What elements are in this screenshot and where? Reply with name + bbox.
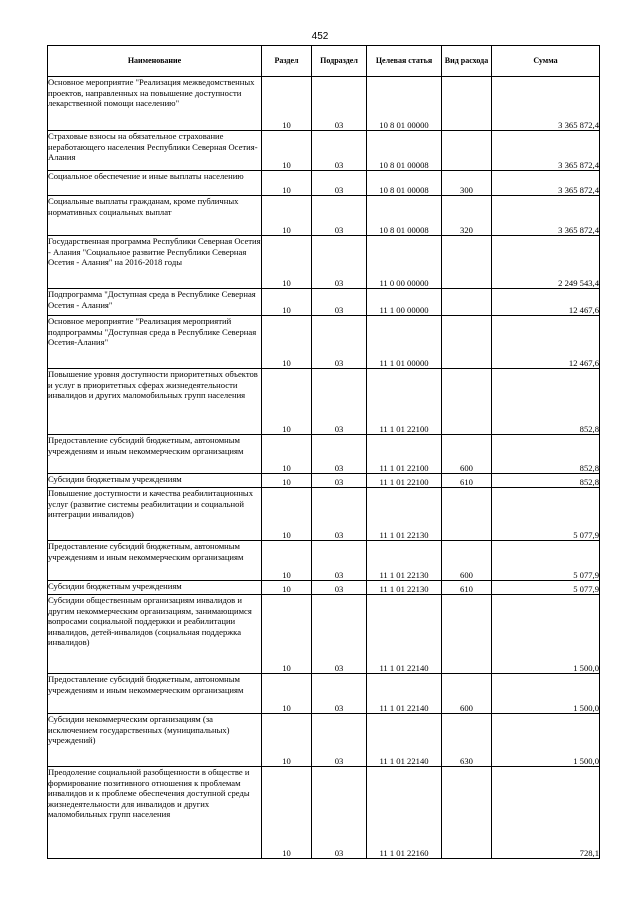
table-row	[48, 474, 600, 488]
row-section: 10	[262, 171, 312, 196]
row-expense	[442, 289, 492, 316]
row-name: Подпрограмма "Доступная среда в Республике Северная Осетия - Алания"	[48, 289, 262, 316]
row-name: Основное мероприятие "Реализация мероприятий подпрограммы "Доступная среда в Республике Северная Осетия-Алания"	[48, 316, 262, 369]
header-section: Раздел	[262, 46, 312, 77]
row-subsection: 03	[312, 595, 367, 674]
table-row	[48, 131, 600, 171]
row-section: 10	[262, 595, 312, 674]
row-sum: 5 077,9	[492, 541, 600, 581]
table-row	[48, 289, 600, 316]
row-subsection: 03	[312, 474, 367, 488]
row-sum: 3 365 872,4	[492, 196, 600, 236]
header-subsection: Подраздел	[312, 46, 367, 77]
row-target: 10 8 01 00008	[367, 131, 442, 171]
row-sum: 12 467,6	[492, 289, 600, 316]
row-expense: 610	[442, 581, 492, 595]
row-target: 11 1 01 22140	[367, 595, 442, 674]
table-row	[48, 581, 600, 595]
row-expense: 600	[442, 541, 492, 581]
row-section: 10	[262, 435, 312, 474]
row-name: Преодоление социальной разобщенности в обществе и формирование позитивного отношения к проблемам инвалидов и к проблеме обеспечения доступной среды жизнедеятельности для инвалидов и других маломобильных групп населения	[48, 767, 262, 859]
row-name: Повышение уровня доступности приоритетных объектов и услуг в приоритетных сферах жизнедеятельности инвалидов и других маломобильных групп населения	[48, 369, 262, 435]
row-name: Субсидии бюджетным учреждениям	[48, 474, 262, 488]
row-sum: 1 500,0	[492, 595, 600, 674]
row-subsection: 03	[312, 316, 367, 369]
row-subsection: 03	[312, 767, 367, 859]
header-sum: Сумма	[492, 46, 600, 77]
row-section: 10	[262, 541, 312, 581]
row-expense: 600	[442, 674, 492, 714]
row-section: 10	[262, 196, 312, 236]
row-sum: 3 365 872,4	[492, 131, 600, 171]
table-row	[48, 236, 600, 289]
header-name: Наименование	[48, 46, 262, 77]
row-sum: 5 077,9	[492, 581, 600, 595]
row-subsection: 03	[312, 581, 367, 595]
row-expense	[442, 488, 492, 541]
row-name: Субсидии бюджетным учреждениям	[48, 581, 262, 595]
row-sum: 1 500,0	[492, 714, 600, 767]
row-target: 11 1 01 22140	[367, 674, 442, 714]
table-row	[48, 714, 600, 767]
row-expense: 610	[442, 474, 492, 488]
row-expense: 320	[442, 196, 492, 236]
row-subsection: 03	[312, 369, 367, 435]
table-header-row	[48, 46, 600, 77]
row-section: 10	[262, 77, 312, 131]
row-expense	[442, 767, 492, 859]
row-sum: 3 365 872,4	[492, 171, 600, 196]
row-target: 11 1 01 22100	[367, 369, 442, 435]
row-sum: 2 249 543,4	[492, 236, 600, 289]
row-subsection: 03	[312, 714, 367, 767]
row-target: 10 8 01 00008	[367, 196, 442, 236]
row-name: Предоставление субсидий бюджетным, автономным учреждениям и иным некоммерческим организациям	[48, 541, 262, 581]
row-sum: 5 077,9	[492, 488, 600, 541]
row-name: Субсидии общественным организациям инвалидов и другим некоммерческим организациям, занимающимся вопросами социальной поддержки и реабилитации инвалидов, детей-инвалидов (социальная поддержка инвалидов)	[48, 595, 262, 674]
row-expense	[442, 595, 492, 674]
row-name: Социальное обеспечение и иные выплаты населению	[48, 171, 262, 196]
row-expense	[442, 316, 492, 369]
table-row	[48, 595, 600, 674]
row-expense	[442, 77, 492, 131]
row-section: 10	[262, 674, 312, 714]
row-target: 11 1 00 00000	[367, 289, 442, 316]
table-row	[48, 767, 600, 859]
row-subsection: 03	[312, 435, 367, 474]
row-subsection: 03	[312, 488, 367, 541]
row-section: 10	[262, 369, 312, 435]
row-target: 11 1 01 22140	[367, 714, 442, 767]
row-target: 11 1 01 22100	[367, 435, 442, 474]
row-expense: 300	[442, 171, 492, 196]
row-expense	[442, 369, 492, 435]
row-sum: 12 467,6	[492, 316, 600, 369]
header-expense: Вид расхода	[442, 46, 492, 77]
row-subsection: 03	[312, 196, 367, 236]
table-row	[48, 316, 600, 369]
row-target: 10 8 01 00008	[367, 171, 442, 196]
row-expense: 600	[442, 435, 492, 474]
row-name: Повышение доступности и качества реабилитационных услуг (развитие системы реабилитации и социальной интеграции инвалидов)	[48, 488, 262, 541]
row-section: 10	[262, 581, 312, 595]
row-section: 10	[262, 131, 312, 171]
row-name: Субсидии некоммерческим организациям (за исключением государственных (муниципальных) учреждений)	[48, 714, 262, 767]
table-row	[48, 674, 600, 714]
table-row	[48, 77, 600, 131]
row-subsection: 03	[312, 77, 367, 131]
row-expense	[442, 236, 492, 289]
row-target: 11 0 00 00000	[367, 236, 442, 289]
row-expense	[442, 131, 492, 171]
row-section: 10	[262, 488, 312, 541]
row-sum: 852,8	[492, 369, 600, 435]
table-row	[48, 541, 600, 581]
row-target: 11 1 01 22100	[367, 474, 442, 488]
table-row	[48, 435, 600, 474]
row-subsection: 03	[312, 171, 367, 196]
header-target: Целевая статья	[367, 46, 442, 77]
table-row	[48, 369, 600, 435]
row-subsection: 03	[312, 236, 367, 289]
row-target: 11 1 01 22130	[367, 541, 442, 581]
page-number: 452	[311, 31, 329, 42]
row-target: 11 1 01 00000	[367, 316, 442, 369]
row-sum: 852,8	[492, 435, 600, 474]
row-name: Предоставление субсидий бюджетным, автономным учреждениям и иным некоммерческим организациям	[48, 674, 262, 714]
table-row	[48, 171, 600, 196]
row-section: 10	[262, 714, 312, 767]
row-target: 11 1 01 22130	[367, 488, 442, 541]
row-name: Страховые взносы на обязательное страхование неработающего населения Республики Северная Осетия-Алания	[48, 131, 262, 171]
row-sum: 3 365 872,4	[492, 77, 600, 131]
row-subsection: 03	[312, 541, 367, 581]
row-subsection: 03	[312, 674, 367, 714]
row-target: 11 1 01 22160	[367, 767, 442, 859]
row-sum: 728,1	[492, 767, 600, 859]
row-expense: 630	[442, 714, 492, 767]
row-section: 10	[262, 289, 312, 316]
row-section: 10	[262, 767, 312, 859]
row-section: 10	[262, 316, 312, 369]
row-name: Социальные выплаты гражданам, кроме публичных нормативных социальных выплат	[48, 196, 262, 236]
row-target: 10 8 01 00000	[367, 77, 442, 131]
table-row	[48, 196, 600, 236]
row-sum: 1 500,0	[492, 674, 600, 714]
row-name: Основное мероприятие "Реализация межведомственных проектов, направленных на повышение доступности лекарственной помощи населению"	[48, 77, 262, 131]
row-subsection: 03	[312, 131, 367, 171]
budget-table	[47, 45, 600, 859]
table-row	[48, 488, 600, 541]
row-target: 11 1 01 22130	[367, 581, 442, 595]
row-section: 10	[262, 474, 312, 488]
row-name: Государственная программа Республики Северная Осетия - Алания "Социальное развитие Республики Северная Осетия - Алания" на 2016-2018 годы	[48, 236, 262, 289]
row-name: Предоставление субсидий бюджетным, автономным учреждениям и иным некоммерческим организациям	[48, 435, 262, 474]
row-subsection: 03	[312, 289, 367, 316]
row-sum: 852,8	[492, 474, 600, 488]
row-section: 10	[262, 236, 312, 289]
